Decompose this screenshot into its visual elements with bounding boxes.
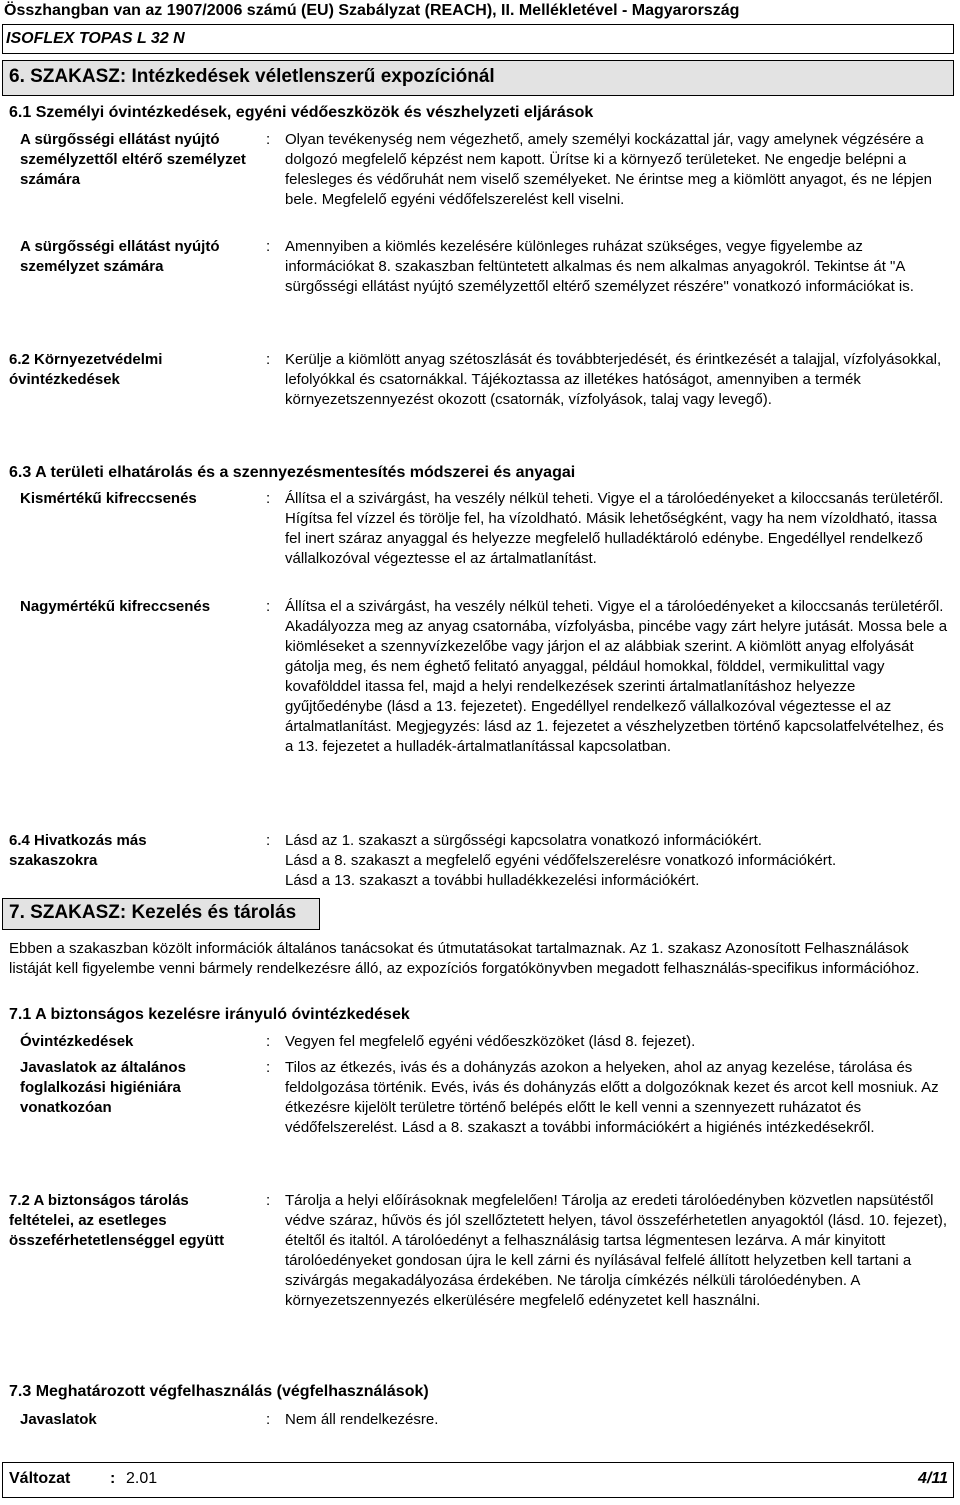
product-name: ISOFLEX TOPAS L 32 N xyxy=(6,30,185,47)
label-recommendations: Javaslatok xyxy=(20,1411,97,1428)
subsection-6-3-title: 6.3 A területi elhatárolás és a szennyezésmentesítés módszerei és anyagai xyxy=(9,464,576,481)
text-recommendations: Nem áll rendelkezésre. xyxy=(285,1411,439,1428)
colon-separator: : xyxy=(266,1033,271,1050)
label-storage-conditions: 7.2 A biztonságos tárolás feltételei, az esetleges összeférhetetlenséggel együtt xyxy=(9,1192,225,1249)
label-environmental-precautions: 6.2 Környezetvédelmi óvintézkedések xyxy=(9,351,163,388)
colon-separator: : xyxy=(266,238,271,255)
colon-separator: : xyxy=(266,598,271,615)
colon-separator: : xyxy=(266,490,271,507)
colon-separator: : xyxy=(266,1192,271,1209)
version-colon: : xyxy=(110,1470,116,1487)
subsection-7-3-title: 7.3 Meghatározott végfelhasználás (végfelhasználások) xyxy=(9,1383,429,1400)
reference-list xyxy=(285,831,955,891)
colon-separator: : xyxy=(266,1411,271,1428)
colon-separator: : xyxy=(266,1059,271,1076)
colon-separator: : xyxy=(266,832,271,849)
label-reference-other-sections: 6.4 Hivatkozás más szakaszokra xyxy=(9,832,147,869)
reference-line: Lásd az 1. szakaszt a sürgősségi kapcsolatra vonatkozó információkért. xyxy=(285,832,762,849)
subsection-6-1-title: 6.1 Személyi óvintézkedések, egyéni védőeszközök és vészhelyzeti eljárások xyxy=(9,104,594,121)
label-precautions: Óvintézkedések xyxy=(20,1033,134,1050)
label-hygiene-advice: Javaslatok az általános foglalkozási higiéniára vonatkozóan xyxy=(20,1059,186,1116)
text-precautions: Vegyen fel megfelelő egyéni védőeszközöket (lásd 8. fejezet). xyxy=(285,1033,696,1050)
text-large-spill: Állítsa el a szivárgást, ha veszély nélkül teheti. Vigye el a tárolóedényeket a kiloccsanás területéről. Akadályozza meg az anyag csatornába, vízfolyásba, pincébe vagy zárt helyre jutását. Mossa bele a kiömléseket a szennyvízkezelőbe vagy járjon el az alábbiak szerint. A kiömlött anyag elfolyását gátolja meg, és nem éghető felitató anyaggal, például homokkal, földdel, vermikulittal vagy kovafölddel itassa fel, majd a helyi rendelkezések szerinti ártalmatlanításhoz helyezze gyűjtőedénybe (lásd a 13. fejezetet). Engedéllyel rendelkező vállalkozóval végeztesse el az ártalmatlanítást. Megjegyzés: lásd az 1. fejezetet a vészhelyzetben történő kapcsolatfelvételhez, és a 13. fejezetet a hulladék-ártalmatlanítással kapcsolatban. xyxy=(285,598,948,755)
reference-line: Lásd a 8. szakaszt a megfelelő egyéni védőfelszerelésre vonatkozó információkért. xyxy=(285,852,837,869)
text-hygiene-advice: Tilos az étkezés, ivás és a dohányzás azokon a helyeken, ahol az anyag kezelése, tárolása és feldolgozása történik. Evés, ivás és dohányzás előtt a dolgozóknak kezet és arcot kell mosniuk. Az étkezésre kijelölt területre történő belépés előtt le kell venni a szennyezett ruházatot és védőfelszerelést. Lásd a 8. szakaszt a további információkért a higiénés intézkedésekről. xyxy=(285,1059,939,1136)
version-value: 2.01 xyxy=(126,1470,158,1487)
text-non-emergency-personnel: Olyan tevékenység nem végezhető, amely személyi kockázattal jár, vagy amelynek végzésére a dolgozó megfelelő képzést nem kapott. Ürítse ki a környező területeket. Ne engedje belépni a felesleges és védőruhát nem viselő személyeket. Ne érintse meg a kiömlött anyagot, és ne lépjen bele. Megfelelő egyéni védőfelszerelést kell viselni. xyxy=(285,131,933,208)
version-label: Változat xyxy=(9,1470,71,1487)
label-emergency-responders: A sürgősségi ellátást nyújtó személyzet számára xyxy=(20,238,220,275)
page-number: 4/11 xyxy=(918,1470,948,1487)
label-small-spill: Kismértékű kifreccsenés xyxy=(20,490,197,507)
document-header-title: Összhangban van az 1907/2006 számú (EU) Szabályzat (REACH), II. Mellékletével - Magyarország xyxy=(4,2,740,19)
label-non-emergency-personnel: A sürgősségi ellátást nyújtó személyzettől eltérő személyzet számára xyxy=(20,131,246,188)
section7-intro: Ebben a szakaszban közölt információk általános tanácsokat és útmutatásokat tartalmaznak. Az 1. szakasz Azonosított Felhasználások listáját kell figyelembe venni bármely rendelkezésre álló, az expozíciós forgatókönyvben megadott felhasználás-specifikus információhoz. xyxy=(9,940,920,977)
text-environmental-precautions: Kerülje a kiömlött anyag szétoszlását és továbbterjedését, és érintkezését a talajjal, vízfolyásokkal, lefolyókkal és csatornákkal. Tájékoztassa az illetékes hatóságot, amennyiben a termék környezetszennyezést okozott (csatornák, vízfolyások, talaj vagy levegő). xyxy=(285,351,942,408)
subsection-7-1-title: 7.1 A biztonságos kezelésre irányuló óvintézkedések xyxy=(9,1006,410,1023)
label-large-spill: Nagymértékű kifreccsenés xyxy=(20,598,211,615)
section6-title: 6. SZAKASZ: Intézkedések véletlenszerű expozíciónál xyxy=(9,66,495,87)
text-storage-conditions: Tárolja a helyi előírásoknak megfelelően! Tárolja az eredeti tárolóedényben közvetlen napsütéstől védve száraz, hűvös és jól szellőztetett helyen, távol összeférhetetlen anyagoktól (lásd. 10. fejezet), ételtől és italtól. A tárolóedényt a felhasználásig tartsa légmentesen lezárva. A már kinyitott tárolóedényeket gondosan újra le kell zárni és nyílásával felfelé állított helyzetben kell tartani a szivárgás megakadályozása érdekében. Ne tárolja címkézés nélküli tárolóedényben. A környezetszennyezés elkerülésére megfelelő edényzetet kell használni. xyxy=(285,1192,948,1309)
colon-separator: : xyxy=(266,351,271,368)
reference-line: Lásd a 13. szakaszt a további hulladékkezelési információkért. xyxy=(285,872,700,889)
text-emergency-responders: Amennyiben a kiömlés kezelésére különleges ruházat szükséges, vegye figyelembe az információkat 8. szakaszban feltüntetett alkalmas és nem alkalmas anyagokról. Tekintse át "A sürgősségi ellátást nyújtó személyzettől eltérő személyzet részére" vonatkozó információkat is. xyxy=(285,238,914,295)
text-small-spill: Állítsa el a szivárgást, ha veszély nélkül teheti. Vigye el a tárolóedényeket a kiloccsanás területéről. Hígítsa fel vízzel és törölje fel, ha vízoldható. Másik lehetőségként, vagy ha nem vízoldható, itassa fel inert száraz anyaggal és helyezze megfelelő hulladéktároló edénybe. Engedéllyel rendelkező vállalkozóval végeztesse el az ártalmatlanítást. xyxy=(285,490,944,567)
section7-title: 7. SZAKASZ: Kezelés és tárolás xyxy=(9,902,297,923)
colon-separator: : xyxy=(266,131,271,148)
